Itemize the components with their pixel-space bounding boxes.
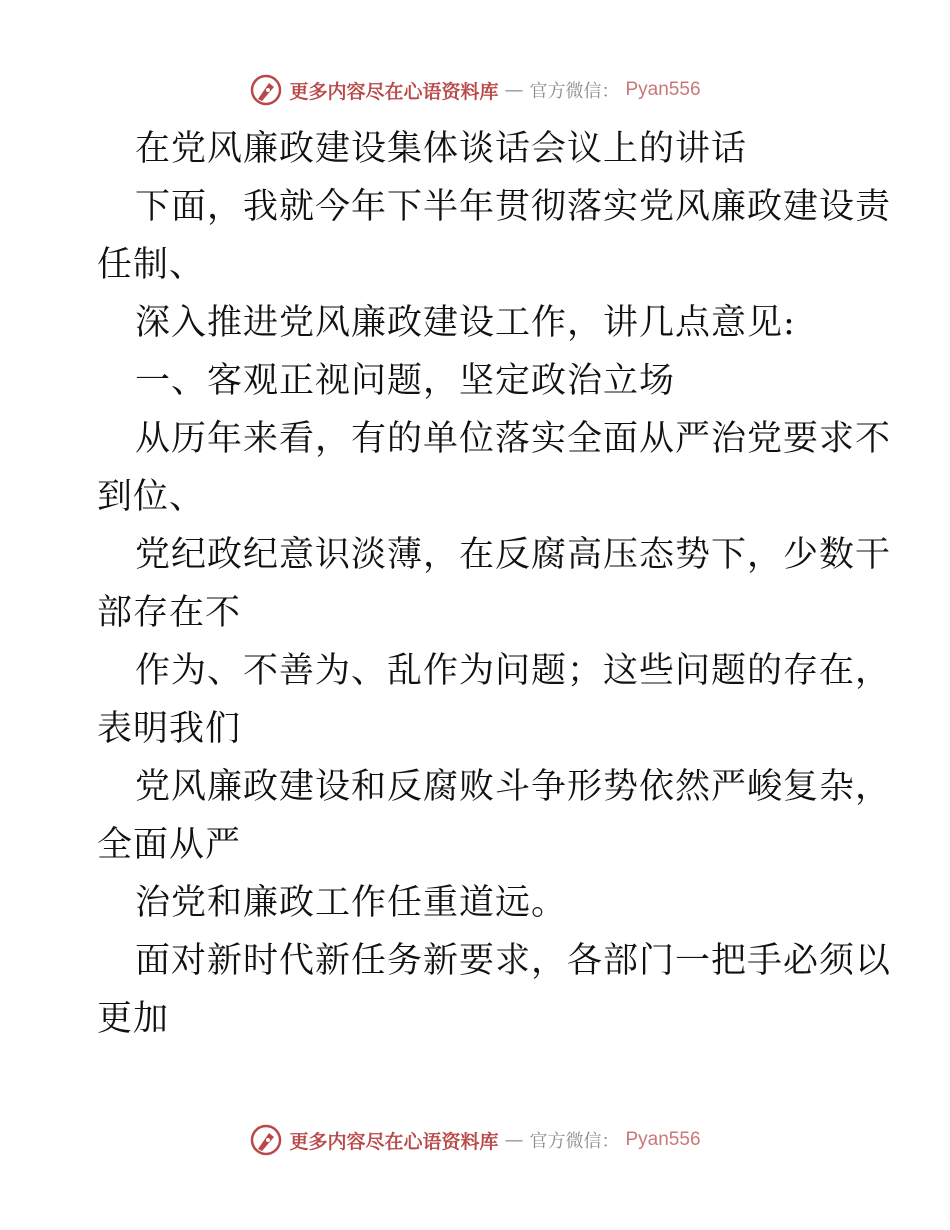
paragraph-line: 在党风廉政建设集体谈话会议上的讲话 — [135, 129, 748, 169]
paragraph — [97, 120, 857, 178]
paragraph-continuation: 全面从严 — [97, 825, 242, 865]
document-body — [97, 120, 892, 1048]
pen-nib-logo-icon — [249, 1123, 283, 1157]
paragraph-line: 从历年来看，有的单位落实全面从严治党要求不 — [135, 419, 892, 459]
paragraph — [97, 178, 892, 294]
paragraph-line: 作为、不善为、乱作为问题；这些问题的存在， — [135, 651, 892, 691]
footer-banner — [0, 1120, 950, 1160]
paragraph — [97, 352, 857, 410]
pen-nib-logo-icon — [249, 73, 283, 107]
wechat-id: Pyan556 — [625, 1129, 701, 1150]
paragraph-line: 党风廉政建设和反腐败斗争形势依然严峻复杂， — [135, 767, 892, 807]
paragraph — [97, 758, 892, 874]
paragraph-line: 深入推进党风廉政建设工作，讲几点意见: — [135, 303, 796, 343]
paragraph-line: 一、客观正视问题，坚定政治立场 — [135, 361, 676, 401]
banner-dash: — — [504, 1129, 524, 1151]
paragraph — [97, 642, 892, 758]
paragraph-continuation: 任制、 — [97, 245, 206, 285]
paragraph — [97, 294, 857, 352]
paragraph-line: 下面，我就今年下半年贯彻落实党风廉政建设责 — [135, 187, 892, 227]
header-banner — [0, 70, 950, 110]
wechat-label: 官方微信： — [529, 1131, 620, 1152]
paragraph-line: 治党和廉政工作任重道远。 — [135, 883, 568, 923]
paragraph — [97, 410, 892, 526]
paragraph-continuation: 表明我们 — [97, 709, 242, 749]
paragraph-continuation: 更加 — [97, 999, 170, 1039]
promo-text: 更多内容尽在心语资料库 — [289, 1130, 499, 1153]
paragraph — [97, 932, 892, 1048]
paragraph-line: 党纪政纪意识淡薄，在反腐高压态势下，少数干 — [135, 535, 892, 575]
paragraph — [97, 874, 857, 932]
paragraph-line: 面对新时代新任务新要求，各部门一把手必须以 — [135, 941, 892, 981]
wechat-id: Pyan556 — [625, 79, 701, 100]
paragraph — [97, 526, 892, 642]
banner-dash: — — [504, 79, 524, 101]
paragraph-continuation: 到位、 — [97, 477, 206, 517]
wechat-label: 官方微信： — [529, 81, 620, 102]
promo-text: 更多内容尽在心语资料库 — [289, 80, 499, 103]
paragraph-continuation: 部存在不 — [97, 593, 242, 633]
